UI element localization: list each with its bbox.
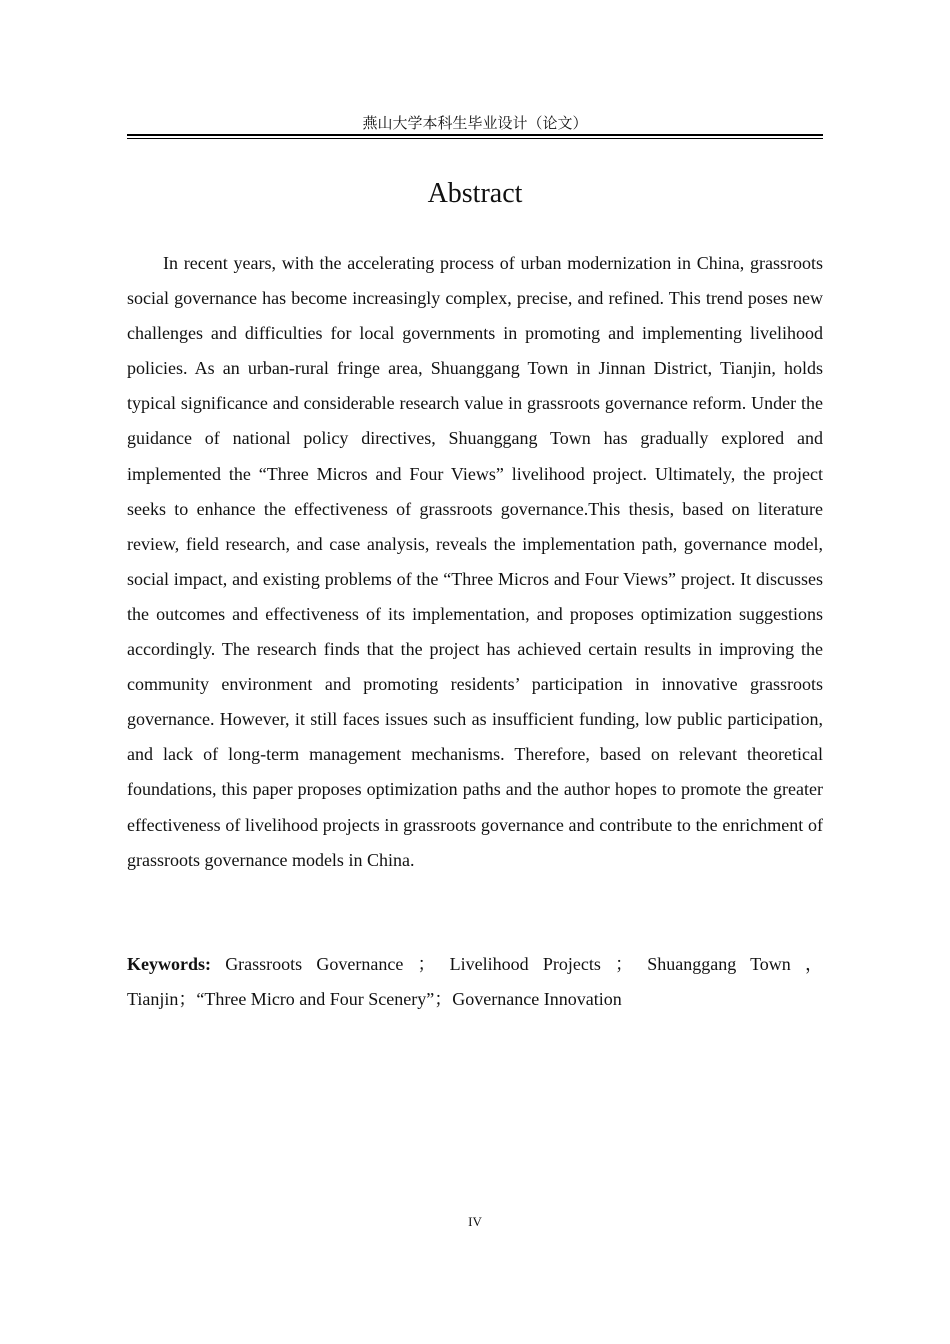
abstract-body: In recent years, with the accelerating process of urban modernization in China, grassroots social governance has become increasingly complex, precise, and refined. This trend poses new challenges and difficulties for local governments in promoting and implementing livelihood policies. As an urban-rural fringe area, Shuanggang Town in Jinnan District, Tianjin, holds typical significance and considerable research value in grassroots governance reform. Under the guidance of national policy directives, Shuanggang Town has gradually explored and implemented the “Three Micros and Four Views” livelihood project. Ultimately, the project seeks to enhance the effectiveness of grassroots governance.This thesis, based on literature review, field research, and case analysis, reveals the implementation path, governance model, social impact, and existing problems of the “Three Micros and Four Views” project. It discusses the outcomes and effectiveness of its implementation, and proposes optimization suggestions accordingly. The research finds that the project has achieved certain results in improving the community environment and promoting residents’ participation in innovative grassroots governance. However, it still faces issues such as insufficient funding, low public participation, and lack of long-term management mechanisms. Therefore, based on relevant theoretical foundations, this paper proposes optimization paths and the author hopes to promote the greater effectiveness of livelihood projects in grassroots governance and contribute to the enrichment of grassroots governance models in China.: [127, 253, 823, 870]
keywords-label: Keywords:: [127, 954, 211, 974]
keywords-text: Grassroots Governance ； Livelihood Projects ； Shuanggang Town ，Tianjin；“Three Micro and Four Scenery”；Governance Innovation: [127, 954, 823, 1009]
header-rule-thin: [127, 138, 823, 139]
abstract-title: Abstract: [427, 178, 523, 209]
page-number: IV: [468, 1214, 482, 1229]
running-header: 燕山大学本科生毕业设计（论文）: [362, 114, 588, 132]
header-rule-thick: [127, 134, 823, 136]
keywords-paragraph: [127, 947, 823, 1017]
